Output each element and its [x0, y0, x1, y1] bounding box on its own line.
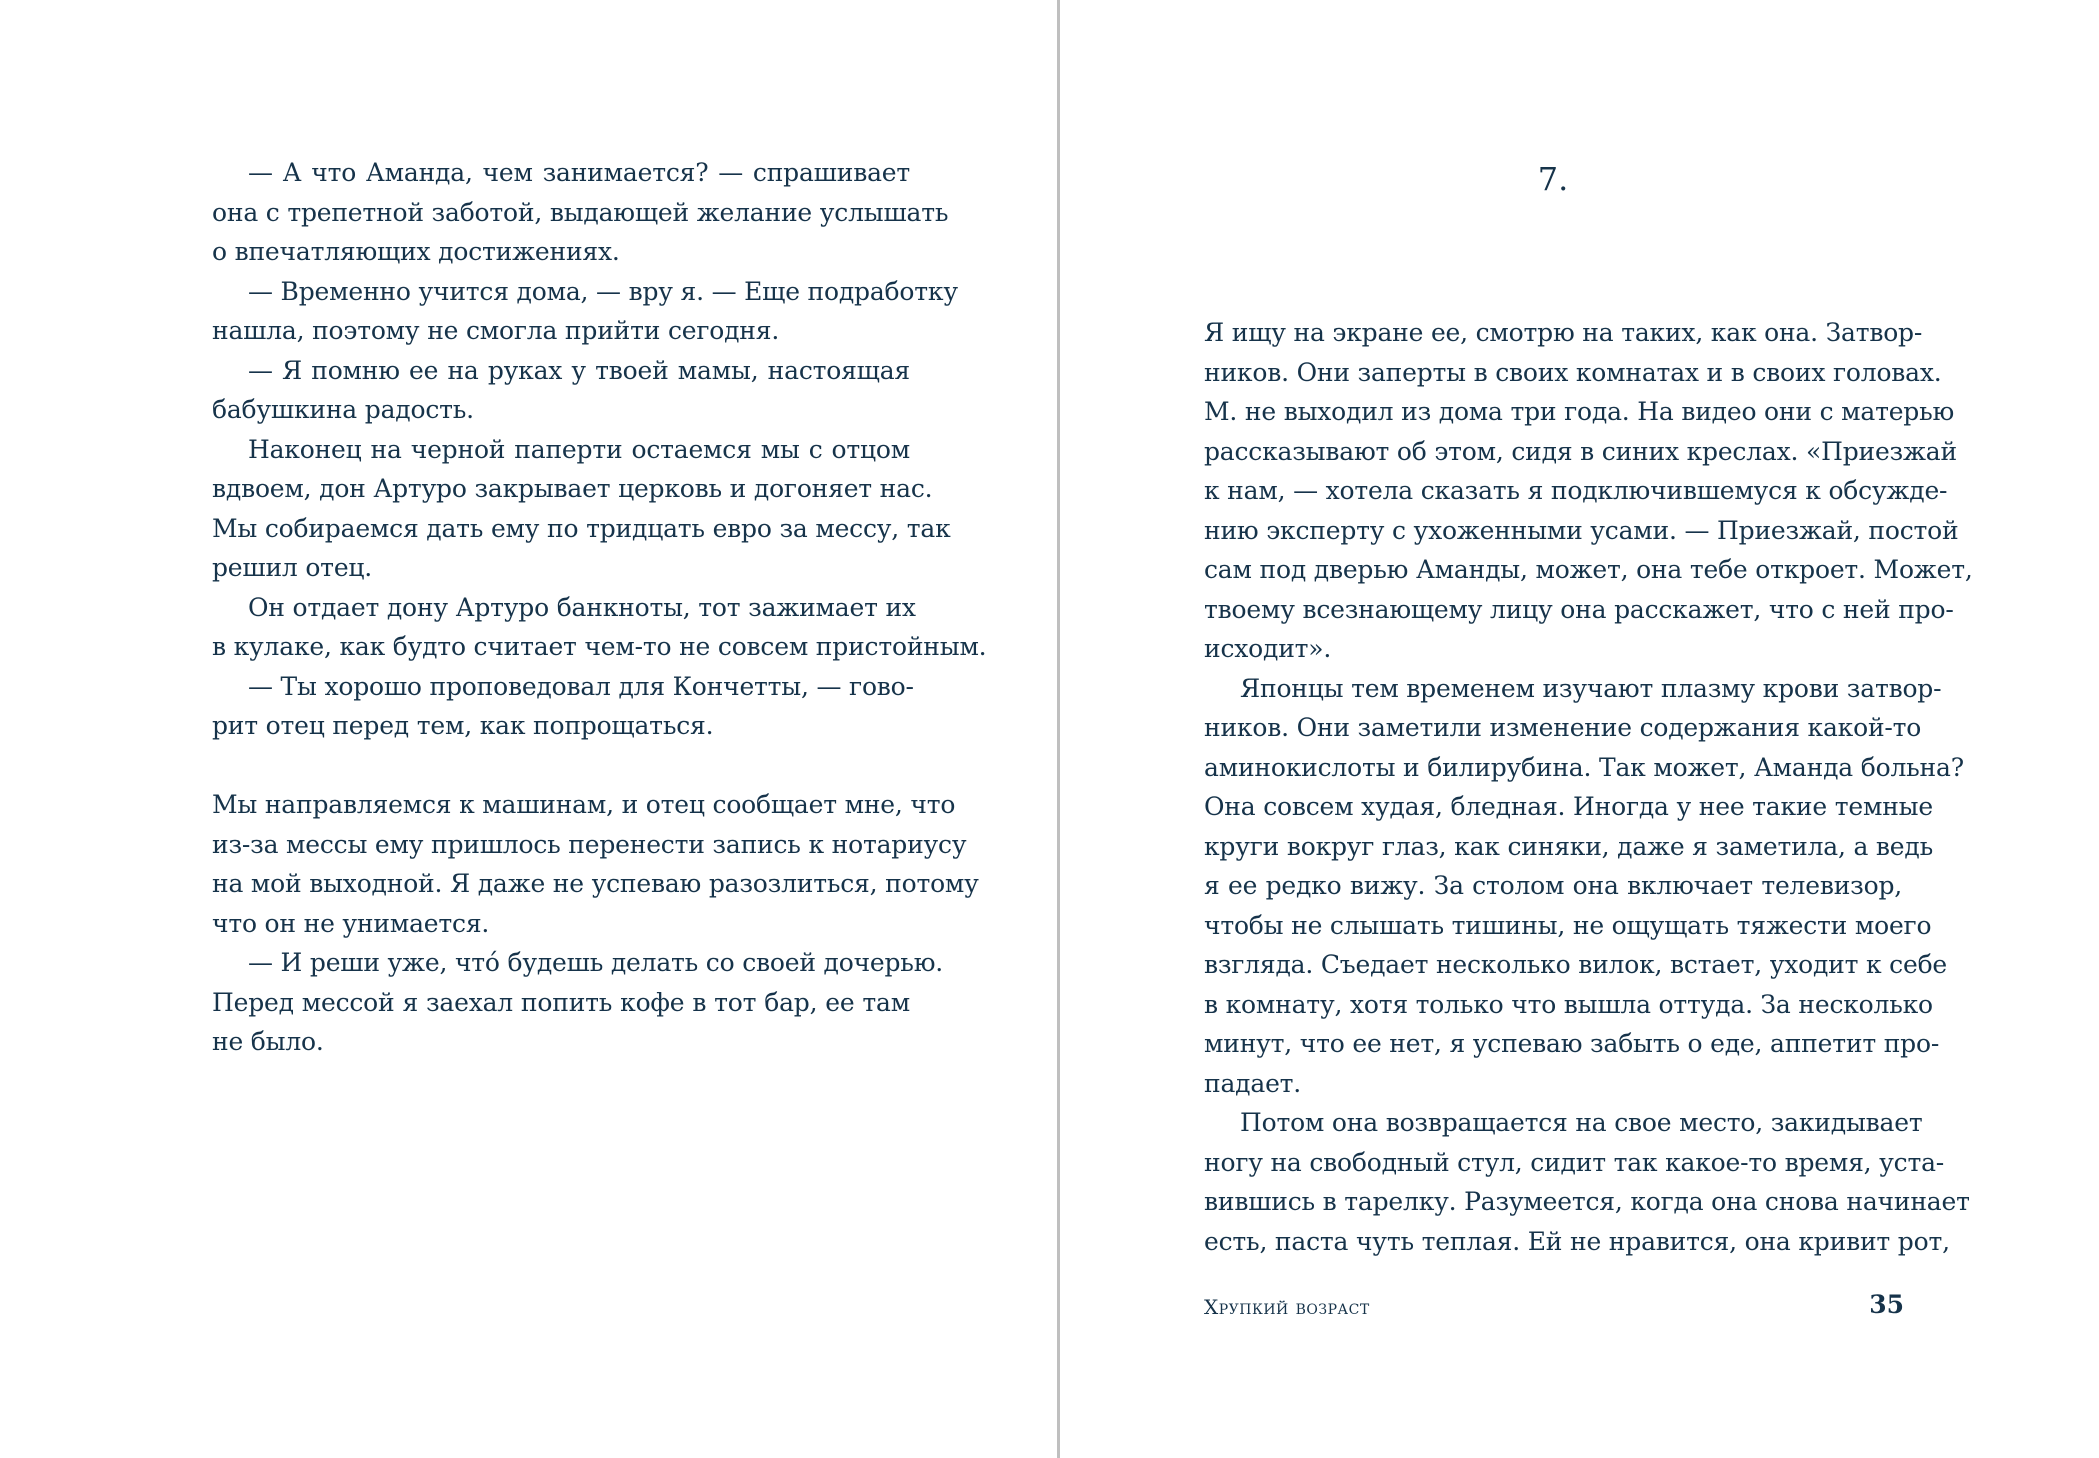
text-line: сам под дверью Аманды, может, она тебе откроет. Может, [1204, 555, 1973, 584]
text-line: — Я помню ее на руках у твоей мамы, настоящая [248, 355, 910, 385]
text-line: Я ищу на экране ее, смотрю на таких, как она. Затвор- [1204, 318, 1923, 347]
left-page-text [212, 153, 987, 1062]
text-line: ников. Они заметили изменение содержания какой-то [1204, 713, 1922, 742]
running-title: Хрупкий возраст [1204, 1295, 1370, 1319]
text-line: Он отдает дону Артуро банкноты, тот зажимает их [248, 592, 916, 622]
text-line: из-за мессы ему пришлось перенести запись к нотариусу [212, 829, 967, 859]
text-line: минут, что ее нет, я успеваю забыть о еде, аппетит про- [1204, 1029, 1940, 1058]
text-line: на мой выходной. Я даже не успеваю разозлиться, потому [212, 869, 979, 898]
right-page-text [1204, 313, 1973, 1261]
text-line: не было. [212, 1027, 324, 1056]
text-line: ногу на свободный стул, сидит так какое-то время, уста- [1204, 1147, 1945, 1177]
text-line: нию эксперту с ухоженными усами. — Приезжай, постой [1204, 515, 1959, 545]
text-line: вившись в тарелку. Разумеется, когда она снова начинает [1204, 1187, 1970, 1216]
text-line: я ее редко вижу. За столом она включает телевизор, [1204, 871, 1902, 900]
text-line: о впечатляющих достижениях. [212, 237, 620, 266]
text-line: М. не выходил из дома три года. На видео они с матерью [1204, 397, 1955, 426]
text-line: Перед мессой я заехал попить кофе в тот бар, ее там [212, 987, 910, 1017]
text-line: — И реши уже, что́ будешь делать со своей дочерью. [248, 948, 944, 977]
text-line: падает. [1204, 1068, 1302, 1098]
text-line: решил отец. [212, 553, 373, 582]
text-line: рит отец перед тем, как попрощаться. [212, 711, 714, 740]
text-line: что он не унимается. [212, 908, 490, 938]
text-line: нашла, поэтому не смогла прийти сегодня. [212, 316, 780, 345]
text-line: Мы собираемся дать ему по тридцать евро за мессу, так [212, 513, 951, 543]
text-line: — Временно учится дома, — вру я. — Еще подработку [248, 276, 958, 306]
text-line: Наконец на черной паперти остаемся мы с отцом [248, 434, 910, 464]
section-break [212, 746, 910, 786]
text-line: Потом она возвращается на свое место, закидывает [1240, 1108, 1923, 1137]
text-line: она с трепетной заботой, выдающей желание услышать [212, 197, 949, 227]
text-line: рассказывают об этом, сидя в синих креслах. «Приезжай [1204, 436, 1957, 466]
text-line: Мы направляемся к машинам, и отец сообщает мне, что [212, 790, 956, 819]
text-line: взгляда. Съедает несколько вилок, встает, уходит к себе [1204, 950, 1948, 979]
text-line: есть, паста чуть теплая. Ей не нравится, она кривит рот, [1204, 1226, 1950, 1256]
text-line: к нам, — хотела сказать я подключившемуся к обсужде- [1204, 476, 1948, 505]
right-page [1060, 0, 2099, 1458]
text-line: в комнату, хотя только что вышла оттуда. За несколько [1204, 989, 1933, 1019]
text-line: — А что Аманда, чем занимается? — спрашивает [248, 158, 910, 187]
text-line: вдвоем, дон Артуро закрывает церковь и догоняет нас. [212, 474, 933, 503]
text-line: аминокислоты и билирубина. Так может, Аманда больна? [1204, 752, 1964, 782]
text-line: чтобы не слышать тишины, не ощущать тяжести моего [1204, 910, 1932, 940]
text-line: в кулаке, как будто считает чем-то не совсем пристойным. [212, 632, 987, 661]
page-number: 35 [1869, 1290, 1904, 1319]
text-line: ников. Они заперты в своих комнатах и в своих головах. [1204, 357, 1942, 387]
text-line: Японцы тем временем изучают плазму крови затвор- [1240, 673, 1942, 703]
text-line: твоему всезнающему лицу она расскажет, что с ней про- [1204, 594, 1954, 624]
text-line: бабушкина радость. [212, 395, 474, 424]
text-line: Она совсем худая, бледная. Иногда у нее такие темные [1204, 792, 1933, 821]
text-line: — Ты хорошо проповедовал для Кончетты, — гово- [248, 671, 914, 701]
text-line: исходит». [1204, 634, 1332, 663]
text-line: круги вокруг глаз, как синяки, даже я заметила, а ведь [1204, 831, 1933, 861]
chapter-number: 7. [1537, 160, 1569, 198]
